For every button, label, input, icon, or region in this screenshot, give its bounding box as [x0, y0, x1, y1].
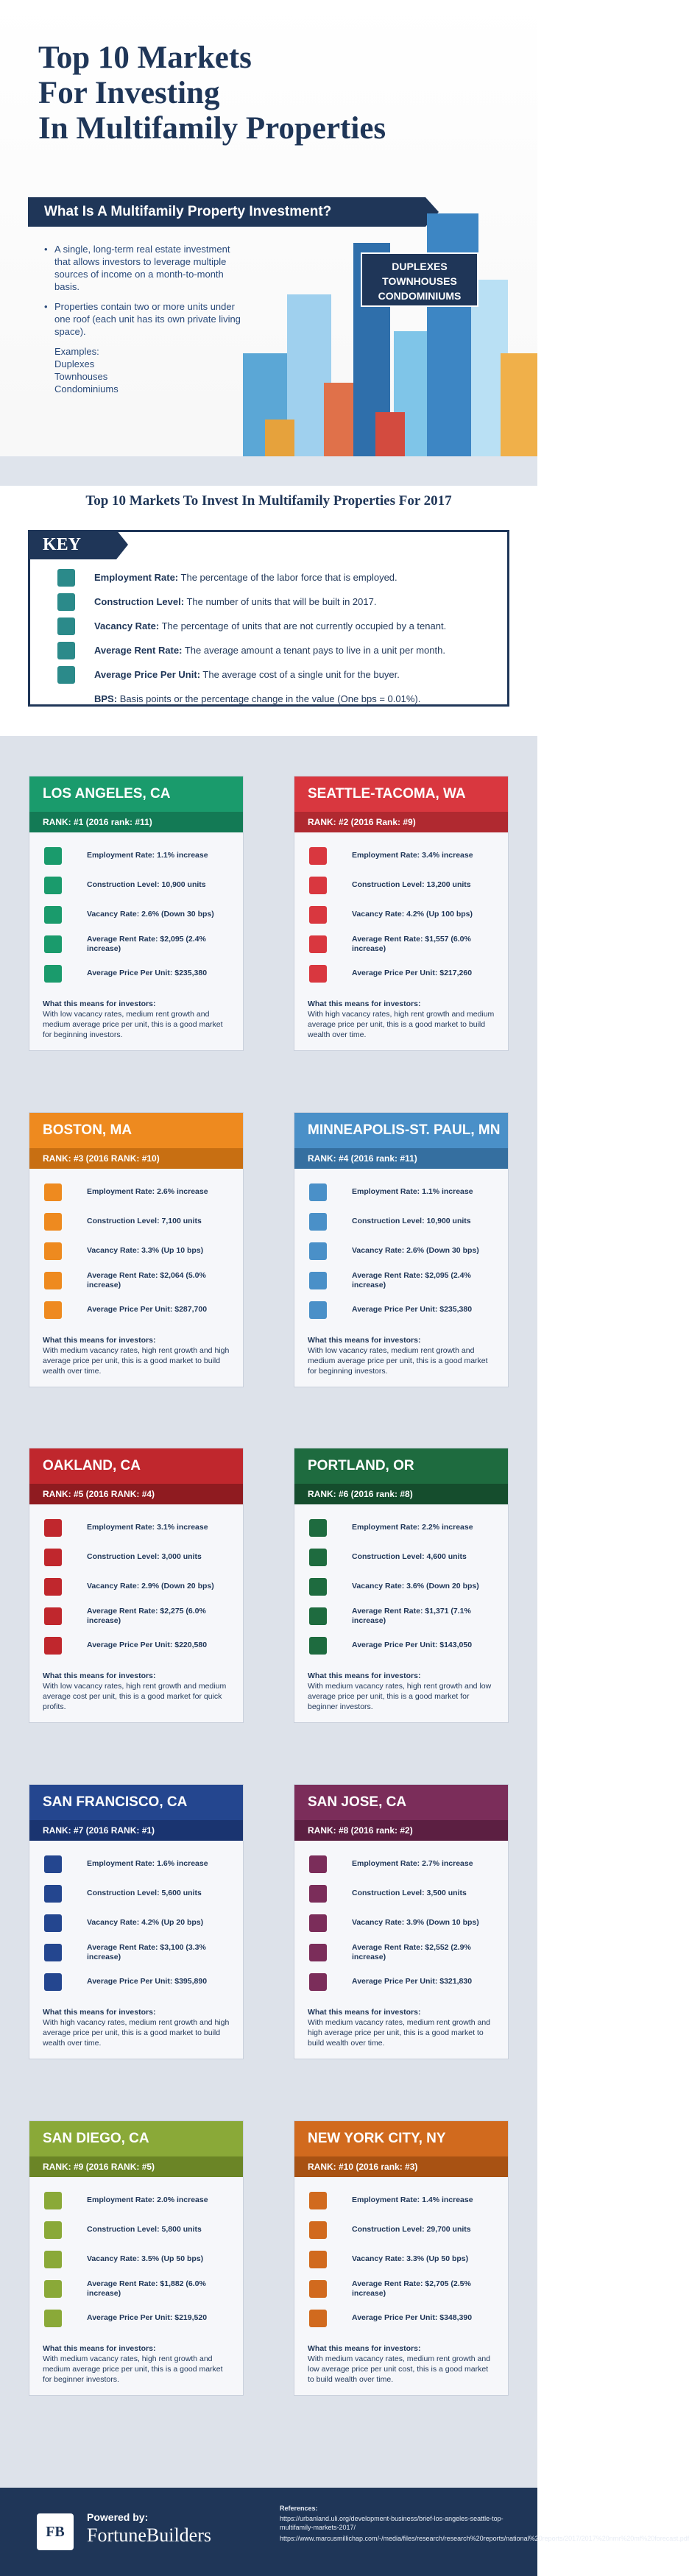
market-card — [294, 1785, 508, 2059]
vacancy-icon — [44, 1578, 62, 1596]
market-stat-text: Average Rent Rate: $1,882 (6.0% increase) — [87, 2279, 206, 2298]
key-icon — [44, 935, 62, 953]
vacancy-icon — [309, 1578, 327, 1596]
key-row — [57, 664, 499, 686]
market-stat-text: Average Price Per Unit: $395,890 — [87, 1977, 208, 1986]
market-stat-text: Employment Rate: 1.4% increase — [352, 2195, 473, 2204]
market-stat-construction — [29, 871, 243, 900]
key-row — [57, 615, 499, 637]
takeaway-heading: What this means for investors: — [308, 1336, 421, 1345]
market-stat-text: Vacancy Rate: 2.6% (Down 30 bps) — [87, 910, 214, 919]
employment-icon — [309, 847, 327, 865]
building-sign — [361, 252, 478, 307]
market-card — [29, 1113, 243, 1387]
key-icon — [44, 1944, 62, 1961]
market-stat-construction — [294, 1543, 508, 1572]
market-stat-text: Construction Level: 4,600 units — [352, 1552, 467, 1561]
example-item: Duplexes — [54, 358, 95, 369]
takeaway-text: With medium vacancy rates, medium rent growth and low average price per unit cost, this is a good market to build wealth over time. — [308, 2354, 491, 2384]
market-stat-text: Vacancy Rate: 3.5% (Up 50 bps) — [87, 2254, 204, 2263]
investor-takeaway — [294, 1325, 508, 1387]
key-definition: Basis points or the percentage change in the value (One bps = 0.01%). — [119, 693, 421, 704]
market-stat-employment — [29, 1513, 243, 1543]
vacancy-icon — [57, 618, 75, 635]
construction-icon — [309, 2221, 327, 2239]
key-icon — [44, 2280, 62, 2298]
market-stat-text: Average Price Per Unit: $287,700 — [87, 1305, 208, 1314]
market-rank: RANK: #1 (2016 rank: #11) — [29, 812, 243, 832]
market-stat-price — [294, 2304, 508, 2333]
construction-icon — [309, 877, 327, 894]
key-term: BPS: — [94, 693, 118, 704]
market-stat-employment — [294, 1513, 508, 1543]
market-stat-vacancy — [294, 1572, 508, 1602]
building-icon — [309, 1973, 327, 1991]
market-stat-employment — [29, 1850, 243, 1879]
takeaway-text: With low vacancy rates, high rent growth and medium average cost per unit, this is a good market for quick profits. — [43, 1682, 227, 1711]
market-stat-text: Construction Level: 5,800 units — [87, 2225, 202, 2234]
market-stat-text: Construction Level: 7,100 units — [87, 1217, 202, 1225]
takeaway-text: With medium vacancy rates, high rent growth and medium average price per unit, this is a good market for beginner investors. — [43, 2354, 223, 2384]
key-row — [57, 688, 499, 710]
title-line-1: Top 10 Markets — [38, 40, 252, 75]
market-stat-text: Construction Level: 3,000 units — [87, 1552, 202, 1561]
reference-link[interactable]: https://urbanland.uli.org/development-business/brief-los-angeles-seattle-top-multifamily-markets-2017/ — [280, 2515, 504, 2531]
takeaway-text: With medium vacancy rates, high rent growth and high average price per unit, this is a good market to build wealth over time. — [43, 1346, 230, 1376]
market-rank: RANK: #2 (2016 Rank: #9) — [294, 812, 508, 832]
investor-takeaway — [294, 988, 508, 1050]
market-stat-text: Average Rent Rate: $1,557 (6.0% increase) — [352, 935, 471, 953]
market-stat-price — [29, 2304, 243, 2333]
market-stat-rent — [294, 2274, 508, 2304]
market-stat-text: Employment Rate: 2.2% increase — [352, 1523, 473, 1532]
market-stat-rent — [29, 1266, 243, 1295]
market-stat-construction — [294, 2215, 508, 2245]
investor-takeaway — [29, 1997, 243, 2059]
employment-icon — [44, 1519, 62, 1537]
key-row-text — [94, 615, 446, 637]
market-stat-rent — [294, 930, 508, 959]
market-stat-price — [29, 1631, 243, 1660]
investor-takeaway — [294, 2333, 508, 2395]
market-stat-text: Employment Rate: 2.0% increase — [87, 2195, 208, 2204]
building-icon — [57, 666, 75, 684]
takeaway-text: With medium vacancy rates, medium rent growth and high average price per unit, this is a good market to build wealth over time. — [308, 2018, 491, 2048]
footer — [0, 2488, 689, 2576]
construction-icon — [309, 1885, 327, 1903]
investor-takeaway — [294, 1660, 508, 1722]
employment-icon — [309, 1183, 327, 1201]
market-card — [294, 2121, 508, 2395]
vacancy-icon — [44, 906, 62, 924]
market-card — [29, 2121, 243, 2395]
key-row — [57, 640, 499, 662]
market-stat-text: Average Rent Rate: $2,705 (2.5% increase) — [352, 2279, 471, 2298]
investor-takeaway — [29, 1660, 243, 1722]
takeaway-text: With high vacancy rates, medium rent growth and high average price per unit, this is a good market to build wealth over time. — [43, 2018, 230, 2048]
market-stat-text: Average Price Per Unit: $235,380 — [352, 1305, 473, 1314]
construction-icon — [309, 1549, 327, 1566]
employment-icon — [44, 2192, 62, 2209]
market-stat-text: Average Price Per Unit: $321,830 — [352, 1977, 473, 1986]
key-row-text — [94, 688, 420, 710]
takeaway-heading: What this means for investors: — [308, 999, 421, 1008]
market-stat-text: Vacancy Rate: 3.3% (Up 50 bps) — [352, 2254, 469, 2263]
market-stat-text: Vacancy Rate: 2.9% (Down 20 bps) — [87, 1582, 214, 1590]
market-stat-text: Construction Level: 10,900 units — [87, 880, 206, 889]
market-stat-price — [29, 959, 243, 988]
key-icon — [309, 1607, 327, 1625]
employment-icon — [309, 1855, 327, 1873]
key-row — [57, 567, 499, 589]
market-stat-vacancy — [29, 900, 243, 930]
takeaway-heading: What this means for investors: — [43, 2344, 156, 2353]
takeaway-heading: What this means for investors: — [308, 2344, 421, 2353]
market-stat-text: Employment Rate: 2.7% increase — [352, 1859, 473, 1868]
takeaway-heading: What this means for investors: — [43, 999, 156, 1008]
building-icon — [309, 1637, 327, 1655]
definition-bullet-2: • Properties contain two or more units under one roof (each unit has its own private living space). — [44, 300, 243, 338]
market-stat-employment — [294, 841, 508, 871]
key-term: Average Price Per Unit: — [94, 669, 201, 680]
construction-icon — [44, 877, 62, 894]
title-line-3: In Multifamily Properties — [38, 111, 386, 146]
construction-icon — [44, 1549, 62, 1566]
market-stat-employment — [29, 841, 243, 871]
market-stat-text: Employment Rate: 3.1% increase — [87, 1523, 208, 1532]
market-card — [29, 776, 243, 1050]
takeaway-heading: What this means for investors: — [43, 1671, 156, 1680]
market-stat-text: Construction Level: 3,500 units — [352, 1889, 467, 1897]
key-icon — [309, 2280, 327, 2298]
market-stat-construction — [29, 1207, 243, 1236]
market-stat-text: Average Rent Rate: $1,371 (7.1% increase) — [352, 1607, 471, 1625]
market-stat-text: Average Rent Rate: $2,552 (2.9% increase) — [352, 1943, 471, 1961]
market-stat-construction — [294, 1207, 508, 1236]
key-icon — [57, 642, 75, 659]
vacancy-icon — [44, 1242, 62, 1260]
market-stat-text: Construction Level: 29,700 units — [352, 2225, 471, 2234]
key-icon — [309, 935, 327, 953]
market-stat-employment — [29, 2186, 243, 2215]
market-stat-construction — [29, 1879, 243, 1908]
market-stat-text: Average Rent Rate: $2,095 (2.4% increase) — [352, 1271, 471, 1289]
sign-line: DUPLEXES — [392, 261, 448, 272]
market-stat-price — [294, 1967, 508, 1997]
key-definition: The percentage of units that are not currently occupied by a tenant. — [161, 620, 447, 631]
definition-bullet-1: • A single, long-term real estate investment that allows investors to leverage multiple sources of income on a month-to-month basis. — [44, 243, 243, 293]
example-item: Condominiums — [54, 383, 119, 394]
market-stat-construction — [29, 1543, 243, 1572]
references — [280, 2504, 689, 2543]
market-city: SEATTLE-TACOMA, WA — [294, 776, 508, 812]
vacancy-icon — [309, 906, 327, 924]
market-stat-text: Average Price Per Unit: $348,390 — [352, 2313, 473, 2322]
market-stat-text: Average Rent Rate: $2,064 (5.0% increase) — [87, 1271, 206, 1289]
vacancy-icon — [309, 2251, 327, 2268]
key-row-text — [94, 567, 398, 589]
market-stat-text: Average Price Per Unit: $220,580 — [87, 1641, 208, 1649]
market-stat-vacancy — [29, 1908, 243, 1938]
market-rank: RANK: #10 (2016 rank: #3) — [294, 2156, 508, 2177]
market-stat-rent — [29, 2274, 243, 2304]
market-stat-text: Average Rent Rate: $2,095 (2.4% increase) — [87, 935, 206, 953]
subtitle-bar: What Is A Multifamily Property Investment? — [28, 197, 425, 227]
market-card — [29, 1448, 243, 1722]
market-rank: RANK: #7 (2016 RANK: #1) — [29, 1820, 243, 1841]
market-stat-vacancy — [294, 1908, 508, 1938]
key-term: Average Rent Rate: — [94, 645, 183, 656]
key-term: Employment Rate: — [94, 572, 179, 583]
investor-takeaway — [29, 1325, 243, 1387]
construction-icon — [44, 2221, 62, 2239]
market-stat-employment — [29, 1178, 243, 1207]
key-icon — [44, 1607, 62, 1625]
market-stat-text: Average Price Per Unit: $217,260 — [352, 969, 473, 977]
market-stat-text: Vacancy Rate: 2.6% (Down 30 bps) — [352, 1246, 479, 1255]
market-stat-employment — [294, 1850, 508, 1879]
market-rank: RANK: #8 (2016 rank: #2) — [294, 1820, 508, 1841]
market-rank: RANK: #3 (2016 RANK: #10) — [29, 1148, 243, 1169]
examples-label: Examples: — [54, 346, 99, 357]
market-stat-price — [29, 1295, 243, 1325]
title-line-2: For Investing — [38, 76, 220, 110]
construction-icon — [44, 1213, 62, 1231]
market-stat-vacancy — [294, 900, 508, 930]
takeaway-heading: What this means for investors: — [308, 2008, 421, 2017]
vacancy-icon — [309, 1242, 327, 1260]
building-icon — [44, 1973, 62, 1991]
building-icon — [309, 965, 327, 983]
key-definition: The number of units that will be built in 2017. — [186, 596, 377, 607]
key-row — [57, 591, 499, 613]
employment-icon — [57, 569, 75, 587]
market-stat-text: Vacancy Rate: 3.3% (Up 10 bps) — [87, 1246, 204, 1255]
definition-list — [44, 243, 243, 395]
market-stat-text: Vacancy Rate: 4.2% (Up 100 bps) — [352, 910, 473, 919]
construction-icon — [309, 1213, 327, 1231]
reference-link[interactable]: https://www.marcusmillichap.com/-/media/files/research/research%20reports/national%20reports/2017/2017%20nmr%20mf%20forecast.pdf — [280, 2535, 689, 2542]
references-label: References: — [280, 2505, 318, 2512]
market-stat-rent — [29, 930, 243, 959]
market-stat-vacancy — [29, 2245, 243, 2274]
market-stat-text: Employment Rate: 3.4% increase — [352, 851, 473, 860]
construction-icon — [44, 1885, 62, 1903]
key-definition: The percentage of the labor force that is employed. — [180, 572, 398, 583]
market-stat-vacancy — [294, 1236, 508, 1266]
key-row-text — [94, 591, 376, 613]
employment-icon — [309, 2192, 327, 2209]
market-stat-rent — [29, 1602, 243, 1631]
market-stat-vacancy — [29, 1572, 243, 1602]
market-stat-price — [29, 1967, 243, 1997]
key-row-text — [94, 640, 445, 662]
employment-icon — [309, 1519, 327, 1537]
takeaway-text: With high vacancy rates, high rent growth and medium average price per unit, this is a good market to build wealth over time. — [308, 1010, 495, 1039]
market-stat-text: Vacancy Rate: 3.6% (Down 20 bps) — [352, 1582, 479, 1590]
market-stat-rent — [294, 1938, 508, 1967]
market-stat-vacancy — [29, 1236, 243, 1266]
fortunebuilders-logo-icon: FB — [37, 2513, 74, 2550]
page-title — [38, 40, 480, 146]
market-card — [294, 1448, 508, 1722]
market-stat-text: Employment Rate: 2.6% increase — [87, 1187, 208, 1196]
employment-icon — [44, 1183, 62, 1201]
market-card — [294, 1113, 508, 1387]
market-city: OAKLAND, CA — [29, 1448, 243, 1484]
market-stat-text: Construction Level: 5,600 units — [87, 1889, 202, 1897]
building-icon — [309, 2310, 327, 2327]
market-stat-text: Construction Level: 10,900 units — [352, 1217, 471, 1225]
market-stat-price — [294, 1295, 508, 1325]
market-stat-rent — [294, 1602, 508, 1631]
market-city: BOSTON, MA — [29, 1113, 243, 1148]
market-stat-employment — [294, 1178, 508, 1207]
market-stat-text: Average Price Per Unit: $143,050 — [352, 1641, 473, 1649]
market-rank: RANK: #6 (2016 rank: #8) — [294, 1484, 508, 1504]
market-city: SAN FRANCISCO, CA — [29, 1785, 243, 1820]
key-label: KEY — [28, 530, 116, 559]
key-label-arrow — [116, 530, 128, 559]
investor-takeaway — [29, 988, 243, 1050]
powered-by-label: Powered by: — [87, 2511, 149, 2523]
example-item: Townhouses — [54, 371, 108, 382]
market-stat-employment — [294, 2186, 508, 2215]
key-icon — [309, 1272, 327, 1289]
key-term: Vacancy Rate: — [94, 620, 160, 631]
examples-list — [54, 345, 243, 395]
building-icon — [309, 1301, 327, 1319]
key-icon — [44, 1272, 62, 1289]
employment-icon — [44, 847, 62, 865]
market-stat-text: Vacancy Rate: 4.2% (Up 20 bps) — [87, 1918, 204, 1927]
market-card — [29, 1785, 243, 2059]
market-city: SAN DIEGO, CA — [29, 2121, 243, 2156]
market-stat-text: Employment Rate: 1.1% increase — [352, 1187, 473, 1196]
takeaway-heading: What this means for investors: — [308, 1671, 421, 1680]
construction-icon — [57, 593, 75, 611]
sign-line: TOWNHOUSES — [382, 275, 457, 287]
market-stat-text: Construction Level: 13,200 units — [352, 880, 471, 889]
key-definition: The average cost of a single unit for the buyer. — [202, 669, 400, 680]
market-stat-text: Employment Rate: 1.1% increase — [87, 851, 208, 860]
market-card — [294, 776, 508, 1050]
market-stat-construction — [29, 2215, 243, 2245]
takeaway-text: With low vacancy rates, medium rent growth and medium average price per unit, this is a good market for beginning investors. — [43, 1010, 223, 1039]
employment-icon — [44, 1855, 62, 1873]
investor-takeaway — [29, 2333, 243, 2395]
vacancy-icon — [309, 1914, 327, 1932]
market-stat-text: Average Price Per Unit: $219,520 — [87, 2313, 208, 2322]
key-definition: The average amount a tenant pays to live in a unit per month. — [184, 645, 445, 656]
brand-name: FortuneBuilders — [87, 2524, 211, 2546]
market-stat-rent — [294, 1266, 508, 1295]
market-rank: RANK: #5 (2016 RANK: #4) — [29, 1484, 243, 1504]
building-icon — [44, 2310, 62, 2327]
takeaway-heading: What this means for investors: — [43, 2008, 156, 2017]
market-stat-rent — [29, 1938, 243, 1967]
market-city: PORTLAND, OR — [294, 1448, 508, 1484]
vacancy-icon — [44, 1914, 62, 1932]
market-rank: RANK: #9 (2016 RANK: #5) — [29, 2156, 243, 2177]
key-icon — [309, 1944, 327, 1961]
city-illustration — [236, 169, 537, 464]
market-stat-text: Vacancy Rate: 3.9% (Down 10 bps) — [352, 1918, 479, 1927]
section-title: Top 10 Markets To Invest In Multifamily Properties For 2017 — [85, 493, 452, 509]
market-city: SAN JOSE, CA — [294, 1785, 508, 1820]
market-city: MINNEAPOLIS-ST. PAUL, MN — [294, 1113, 508, 1148]
hero-section — [0, 0, 537, 486]
building-icon — [44, 1301, 62, 1319]
sign-line: CONDOMINIUMS — [378, 290, 462, 302]
market-rank: RANK: #4 (2016 rank: #11) — [294, 1148, 508, 1169]
investor-takeaway — [294, 1997, 508, 2059]
takeaway-heading: What this means for investors: — [43, 1336, 156, 1345]
market-stat-price — [294, 1631, 508, 1660]
building-icon — [44, 965, 62, 983]
market-stat-price — [294, 959, 508, 988]
key-row-text — [94, 664, 400, 686]
market-city: NEW YORK CITY, NY — [294, 2121, 508, 2156]
market-stat-text: Employment Rate: 1.6% increase — [87, 1859, 208, 1868]
key-term: Construction Level: — [94, 596, 185, 607]
market-stat-construction — [294, 1879, 508, 1908]
ground-strip — [0, 456, 537, 486]
market-stat-text: Average Rent Rate: $3,100 (3.3% increase) — [87, 1943, 206, 1961]
market-city: LOS ANGELES, CA — [29, 776, 243, 812]
building-icon — [44, 1637, 62, 1655]
takeaway-text: With medium vacancy rates, high rent growth and low average price per unit, this is a good market for beginner investors. — [308, 1682, 492, 1711]
market-stat-construction — [294, 871, 508, 900]
market-stat-text: Average Rent Rate: $2,275 (6.0% increase) — [87, 1607, 206, 1625]
market-stat-text: Average Price Per Unit: $235,380 — [87, 969, 208, 977]
vacancy-icon — [44, 2251, 62, 2268]
takeaway-text: With low vacancy rates, medium rent growth and medium average price per unit, this is a good market for beginning investors. — [308, 1346, 488, 1376]
market-stat-vacancy — [294, 2245, 508, 2274]
